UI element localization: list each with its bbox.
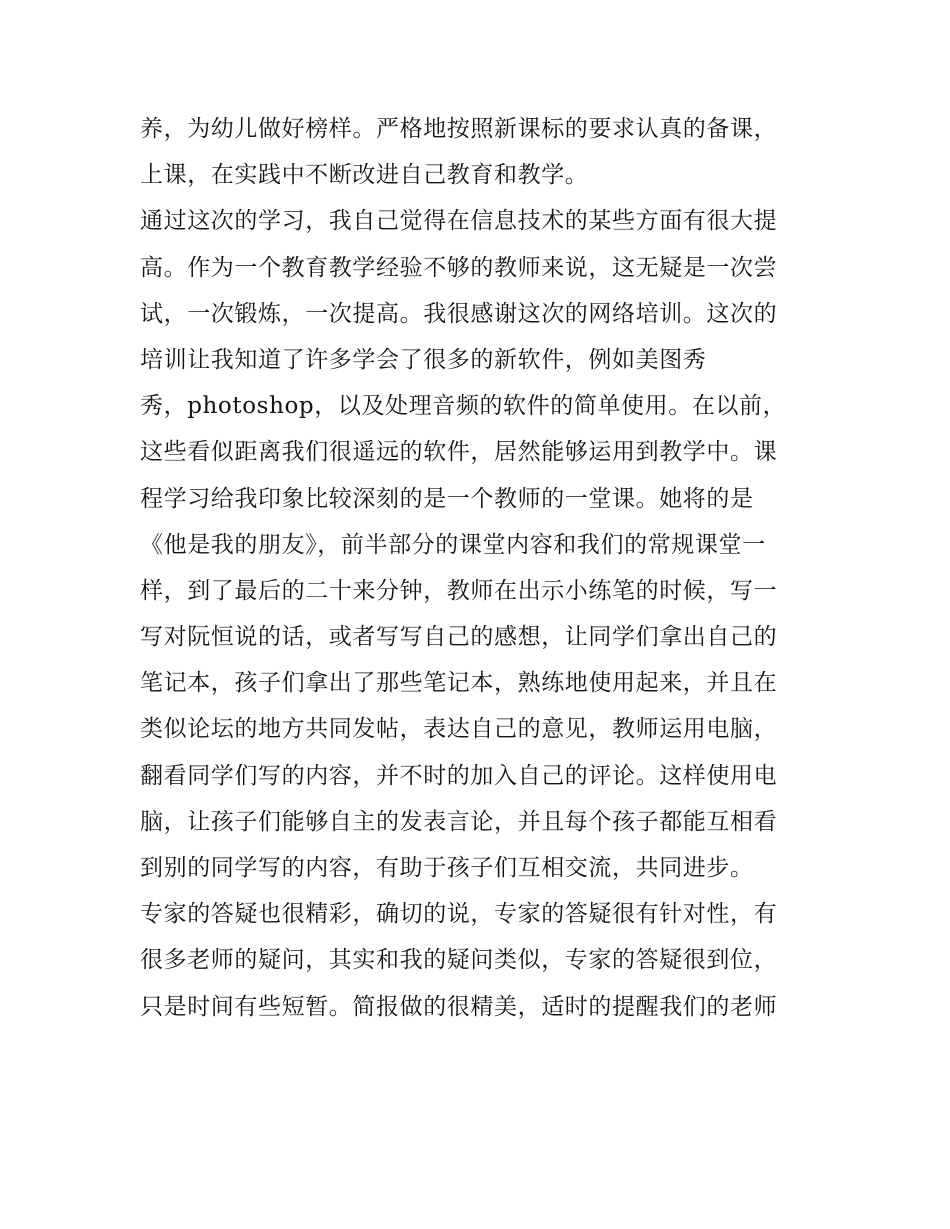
text-line: 试，一次锻炼，一次提高。我很感谢这次的网络培训。这次的 [140,300,778,327]
text-line: 专家的答疑也很精彩，确切的说，专家的答疑很有针对性，有 [140,901,778,928]
text-line: 秀，photoshop，以及处理音频的软件的简单使用。在以前， [140,393,787,420]
text-line: 样，到了最后的二十来分钟，教师在出示小练笔的时候，写一 [140,577,778,604]
text-line: 翻看同学们写的内容，并不时的加入自己的评论。这样使用电 [140,762,778,789]
text-line: 写对阮恒说的话，或者写写自己的感想，让同学们拿出自己的 [140,624,778,651]
text-line: 培训让我知道了许多学会了很多的新软件，例如美图秀 [140,346,707,373]
text-line: 只是时间有些短暂。简报做的很精美，适时的提醒我们的老师 [140,993,778,1020]
text-line: 《他是我的朋友》，前半部分的课堂内容和我们的常规课堂一 [140,531,766,558]
text-line: 这些看似距离我们很遥远的软件，居然能够运用到教学中。课 [140,439,778,466]
text-line: 笔记本，孩子们拿出了那些笔记本，熟练地使用起来，并且在 [140,670,778,697]
text-line: 到别的同学写的内容，有助于孩子们互相交流，共同进步。 [140,855,754,881]
body-text [140,106,830,1030]
text-line: 程学习给我印象比较深刻的是一个教师的一堂课。她将的是 [140,485,754,512]
text-line: 通过这次的学习，我自己觉得在信息技术的某些方面有很大提 [140,208,778,235]
text-line: 上课，在实践中不断改进自己教育和教学。 [140,162,589,189]
text-line: 脑，让孩子们能够自主的发表言论，并且每个孩子都能互相看 [140,808,778,835]
text-line: 养，为幼儿做好榜样。严格地按照新课标的要求认真的备课， [140,116,778,142]
text-line: 类似论坛的地方共同发帖，表达自己的意见，教师运用电脑， [140,716,778,743]
text-line: 高。作为一个教育教学经验不够的教师来说，这无疑是一次尝 [140,254,778,281]
text-line: 很多老师的疑问，其实和我的疑问类似，专家的答疑很到位， [140,947,778,974]
